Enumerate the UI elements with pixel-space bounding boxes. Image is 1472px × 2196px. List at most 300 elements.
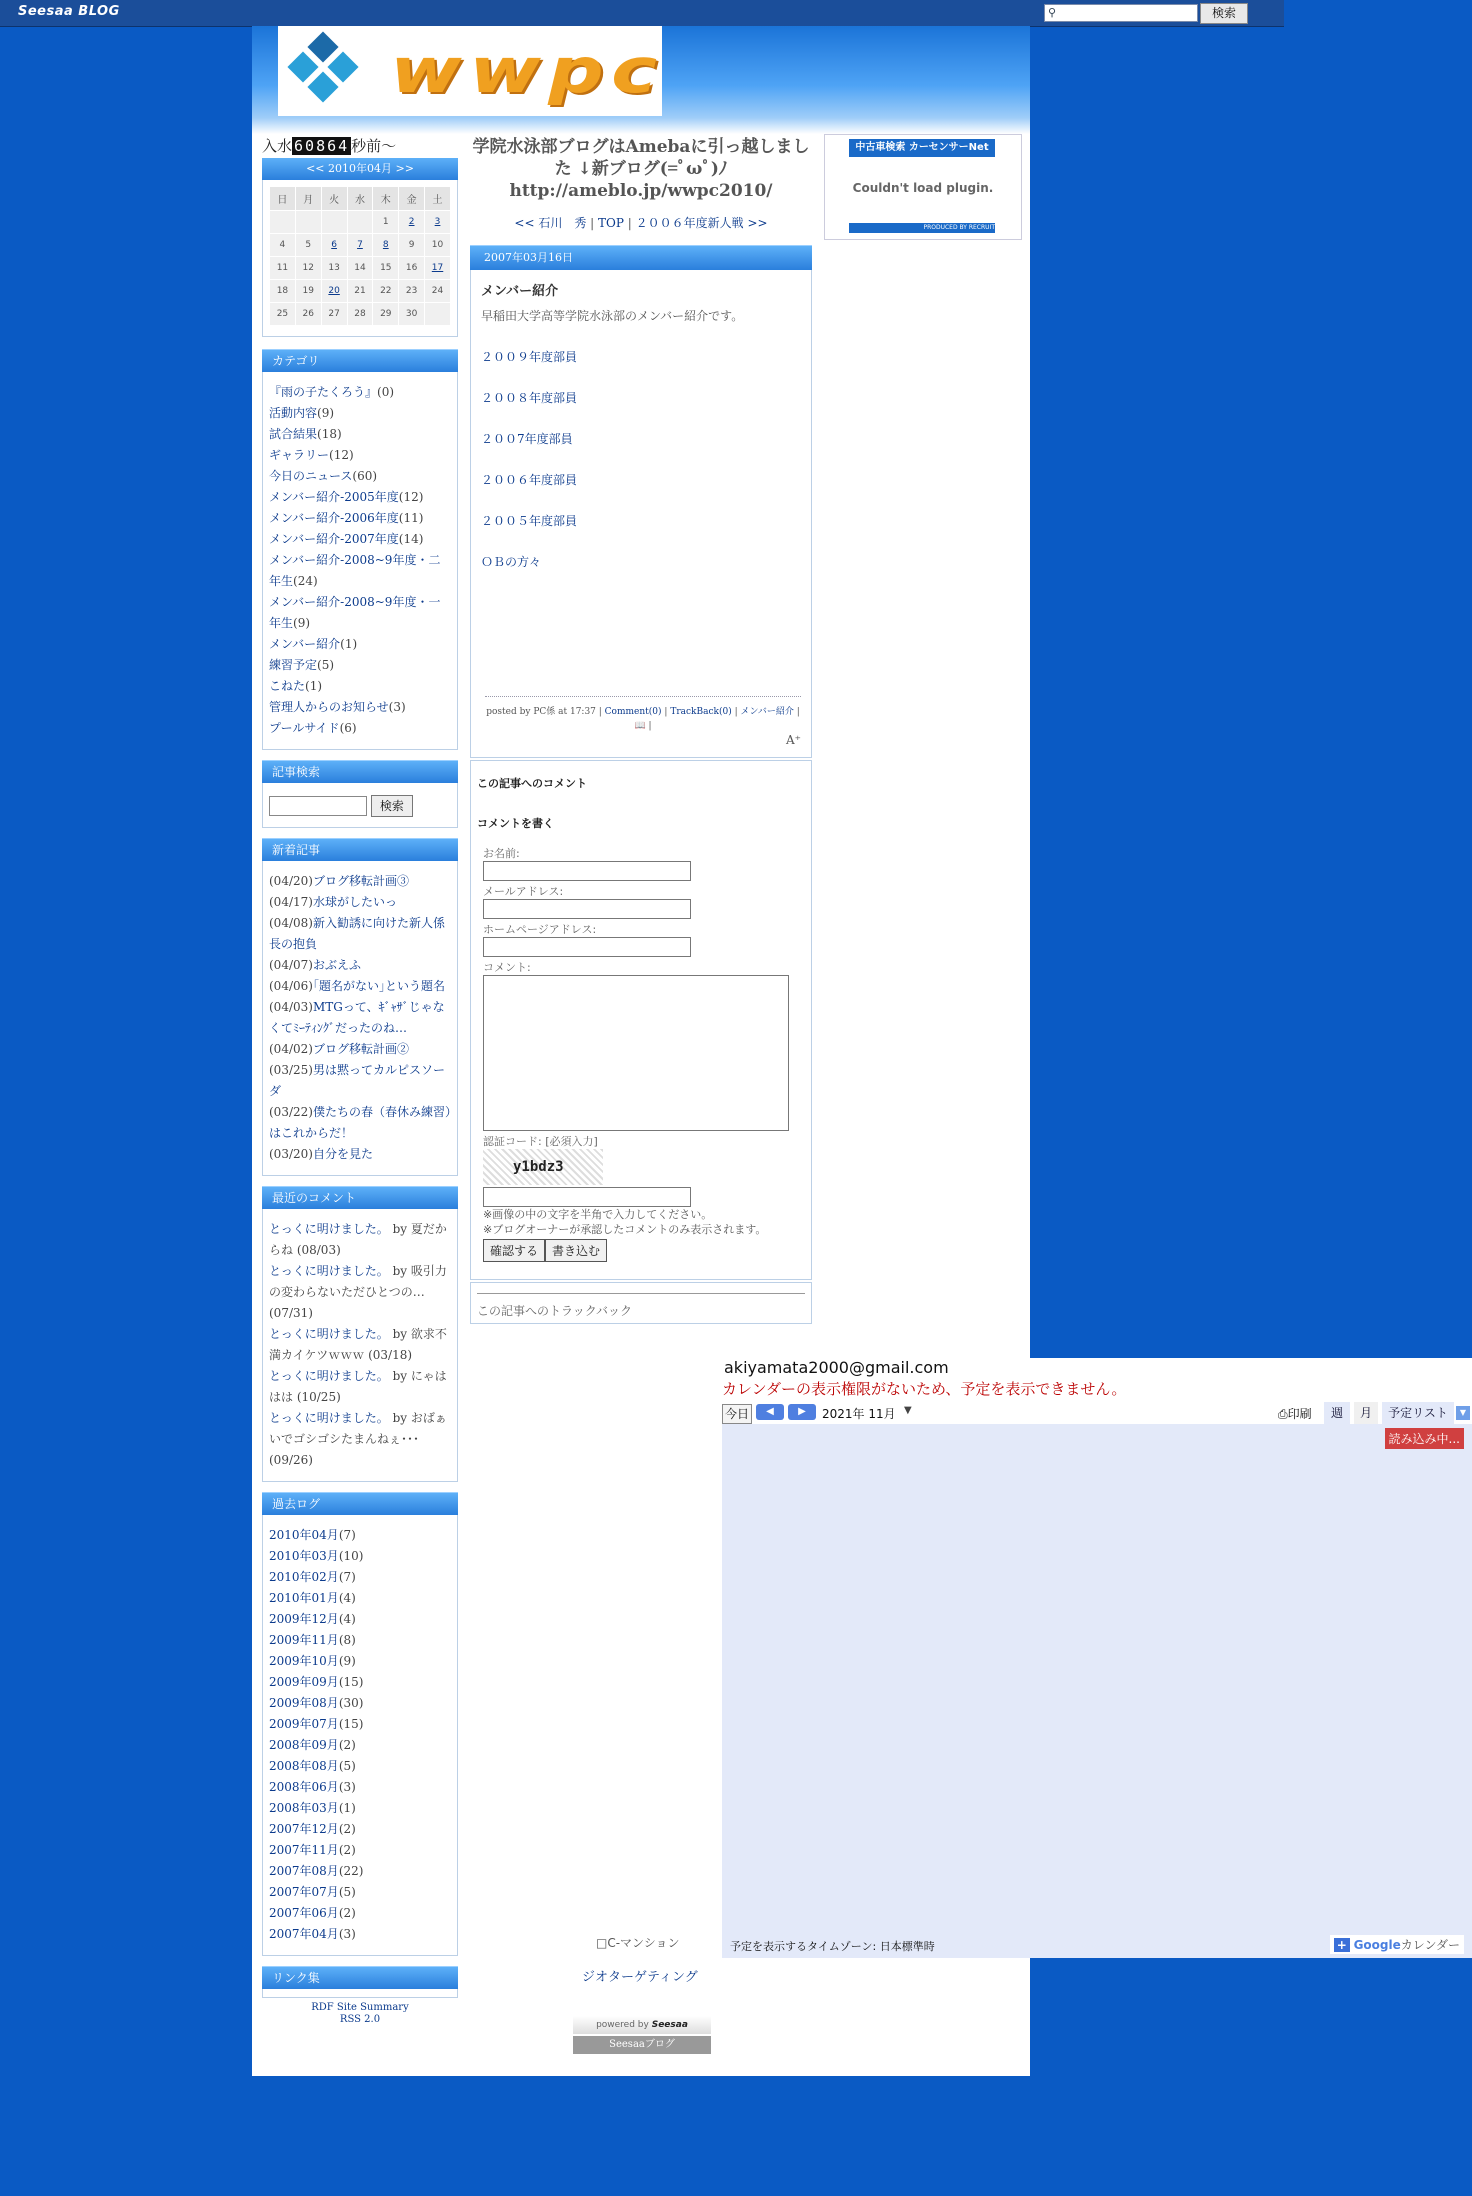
recent-article-link[interactable]: 自分を見た [312, 1147, 373, 1161]
calendar-day[interactable]: 3 [425, 211, 450, 233]
category-item [269, 529, 451, 550]
today-button[interactable]: 今日 [722, 1404, 752, 1424]
calendar-permission-error: カレンダーの表示権限がないため、予定を表示できません。 [722, 1380, 1127, 1398]
archive-item [269, 1735, 451, 1756]
calendar-day: 1 [373, 211, 398, 233]
calendar-day: 25 [270, 303, 295, 325]
archive-link[interactable]: 2008年03月 [269, 1801, 339, 1815]
recent-article-item [269, 1060, 451, 1102]
recent-article-link[interactable]: 男は黙ってカルピスソーダ [269, 1063, 445, 1098]
bookmark-icon[interactable]: 📖 [634, 721, 646, 731]
left-sidebar [262, 134, 458, 2026]
recent-comment-link[interactable]: とっくに明けました。 [269, 1411, 389, 1425]
global-search-button[interactable]: 検索 [1200, 3, 1248, 24]
recent-article-item [269, 1144, 451, 1165]
recent-comment-link[interactable]: とっくに明けました。 [269, 1369, 389, 1383]
archive-link[interactable]: 2008年09月 [269, 1738, 339, 1752]
calendar-day [348, 211, 373, 233]
loading-indicator: 読み込み中... [1385, 1428, 1464, 1449]
category-link[interactable]: メンバー紹介 [269, 637, 341, 651]
print-link[interactable] [1278, 1405, 1312, 1422]
links-list [262, 1989, 458, 1998]
category-count: (18) [317, 427, 342, 441]
comment-label: コメント: [483, 961, 531, 974]
calendar-weekday: 月 [296, 187, 321, 210]
calendar-day: 15 [373, 257, 398, 279]
seesaa-brand: Seesaa [651, 2020, 688, 2030]
recent-article-date: (04/08) [269, 916, 313, 930]
article-search-box [262, 783, 458, 828]
geotargeting-link[interactable]: ジオターゲティング [582, 1970, 698, 1985]
recent-article-link[interactable]: ブログ移転計画② [312, 1042, 409, 1056]
category-item [269, 508, 451, 529]
calendar-day: 16 [399, 257, 424, 279]
member-year-link[interactable]: ２００６年度部員 [481, 473, 578, 487]
category-item [269, 550, 451, 592]
counter-prefix: 入水 [262, 137, 293, 155]
google-calendar-widget [722, 1358, 1472, 1958]
logo-diamond-icon [307, 31, 338, 62]
google-calendar-logo[interactable] [1330, 1935, 1464, 1954]
comment-link[interactable]: Comment(0) [604, 707, 662, 717]
top-link[interactable]: TOP [598, 216, 624, 230]
calendar-day [425, 303, 450, 325]
category-count: (5) [317, 658, 335, 672]
category-count: (11) [398, 511, 424, 525]
recent-article-date: (03/22) [269, 1105, 313, 1119]
confirm-button[interactable]: 確認する [483, 1239, 545, 1262]
week-tab[interactable]: 週 [1324, 1402, 1350, 1424]
calendar-day: 10 [425, 234, 450, 256]
category-link[interactable]: メンバー紹介-2005年度 [269, 490, 399, 504]
archive-count: (3) [338, 1780, 356, 1794]
archive-item [269, 1693, 451, 1714]
calendar-day[interactable]: 8 [373, 234, 398, 256]
recent-articles-list [262, 861, 458, 1176]
category-link[interactable]: 管理人からのお知らせ [269, 700, 389, 714]
month-dropdown-icon[interactable]: ▼ [904, 1405, 912, 1416]
blog-header [252, 26, 1030, 134]
calendar-day [296, 211, 321, 233]
calendar-day: 27 [322, 303, 347, 325]
recent-comment-link[interactable]: とっくに明けました。 [269, 1264, 389, 1278]
calendar-day: 4 [270, 234, 295, 256]
calendar-day[interactable]: 2 [399, 211, 424, 233]
recent-comment-author: by 吸引力の変わらないただひとつの… (07/31) [269, 1264, 447, 1320]
calendar-grid [722, 1424, 1472, 1958]
category-count: (3) [388, 700, 406, 714]
recent-article-link[interactable]: 僕たちの春（春休み練習）はこれからだ！ [269, 1105, 451, 1140]
google-word: Google [1353, 1938, 1401, 1952]
cmansion-label: C-マンション [607, 1936, 680, 1950]
calendar-day[interactable]: 6 [322, 234, 347, 256]
calendar-day: 11 [270, 257, 295, 279]
print-label: 印刷 [1287, 1407, 1312, 1421]
category-item [269, 697, 451, 718]
plugin-box [824, 134, 1022, 240]
category-count: (60) [352, 469, 378, 483]
archive-item [269, 1924, 451, 1945]
recent-comments-header: 最近のコメント [262, 1186, 458, 1209]
recent-comment-author: by おばぁいでゴシゴシたまんねぇ･･･ (09/26) [269, 1411, 447, 1467]
homepage-field[interactable] [483, 937, 691, 957]
month-tab[interactable]: 月 [1354, 1402, 1378, 1424]
archives-list [262, 1515, 458, 1956]
category-count: (0) [377, 385, 395, 399]
blog-logo[interactable] [278, 26, 665, 116]
archive-count: (15) [338, 1675, 364, 1689]
recent-article-link[interactable]: MTGって、ｷﾞｬｻﾞじゃなくてﾐｰﾃｨﾝｸﾞだったのね… [269, 1000, 445, 1035]
categories-list [262, 372, 458, 750]
category-count: (6) [339, 721, 357, 735]
calendar-day[interactable]: 7 [348, 234, 373, 256]
archive-item [269, 1882, 451, 1903]
member-year-link[interactable]: ２００８年度部員 [481, 391, 578, 405]
calendar-day: 28 [348, 303, 373, 325]
archive-link[interactable]: 2007年11月 [269, 1843, 339, 1857]
category-item [269, 382, 451, 403]
search-icon: ⚲ [1048, 6, 1057, 19]
archive-link[interactable]: 2007年08月 [269, 1864, 339, 1878]
calendar-toolbar [722, 1402, 1472, 1424]
category-item [269, 487, 451, 508]
recent-article-item [269, 1102, 451, 1144]
archive-count: (1) [338, 1801, 356, 1815]
archive-item [269, 1588, 451, 1609]
archive-link[interactable]: 2010年02月 [269, 1570, 339, 1584]
category-link[interactable]: 練習予定 [269, 658, 318, 672]
calendar-month: 2010年04月 [328, 162, 392, 175]
captcha-note: ※画像の中の文字を半角で入力してください。 [483, 1208, 713, 1221]
category-link[interactable]: メンバー紹介-2006年度 [269, 511, 399, 525]
calendar-weekday: 水 [348, 187, 373, 210]
agenda-tab[interactable]: 予定リスト [1382, 1402, 1454, 1424]
logo-diamond-icon [327, 51, 358, 82]
plugin-error: Couldn't load plugin. [852, 181, 994, 195]
category-count: (1) [305, 679, 323, 693]
logo-diamond-icon [287, 51, 318, 82]
archive-link[interactable]: 2010年01月 [269, 1591, 339, 1605]
recent-comment-author: by 夏だからね (08/03) [269, 1222, 447, 1257]
recent-article-item [269, 892, 451, 913]
calendar-day [270, 211, 295, 233]
recent-article-link[interactable]: 水球がしたいっ [312, 895, 397, 909]
recent-comment-author: by 欲求不満カイケツｗｗｗ (03/18) [269, 1327, 447, 1362]
entry-navigation: << 石川 秀 | TOP | ２００６年度新人戦 >> [514, 216, 768, 230]
name-label: お名前: [483, 847, 520, 860]
recent-article-link[interactable]: ブログ移転計画③ [312, 874, 409, 888]
recent-article-link[interactable]: ｢題名がない｣という題名 [312, 979, 445, 993]
calendar-prev-link[interactable]: << [306, 162, 325, 175]
archive-item [269, 1861, 451, 1882]
category-link[interactable]: メンバー紹介-2007年度 [269, 532, 399, 546]
timezone-label: 予定を表示するタイムゾーン: 日本標準時 [730, 1940, 935, 1953]
entry-footer: posted by PC係 at 17:37 | Comment(0) | TrackBack(0) | メンバー紹介 | 📖 | A⁺ [485, 696, 801, 747]
archive-item [269, 1672, 451, 1693]
approval-note: ※ブログオーナーが承認したコメントのみ表示されます。 [483, 1223, 767, 1236]
archive-link[interactable]: 2008年06月 [269, 1780, 339, 1794]
recent-article-item [269, 997, 451, 1039]
recruit-banner[interactable]: PRODUCED BY RECRUIT [849, 223, 995, 233]
category-link[interactable]: メンバー紹介-2008~9年度・二年生 [269, 553, 441, 588]
posted-by: posted by PC係 at 17:37 [486, 707, 596, 717]
category-link[interactable]: 『雨の子たくろう』 [269, 385, 378, 399]
captcha-code: y1bdz3 [513, 1159, 564, 1175]
archive-count: (4) [338, 1591, 356, 1605]
archive-count: (7) [338, 1570, 356, 1584]
archive-item [269, 1798, 451, 1819]
recent-articles-header: 新着記事 [262, 838, 458, 861]
archive-item [269, 1567, 451, 1588]
archive-item [269, 1651, 451, 1672]
logo-text: wwpc [390, 34, 665, 107]
recent-comment-link[interactable]: とっくに明けました。 [269, 1327, 389, 1341]
powered-by-text: powered by [596, 2020, 649, 2030]
archive-count: (5) [338, 1759, 356, 1773]
comment-form [470, 760, 812, 1280]
recent-article-date: (04/02) [269, 1042, 313, 1056]
calendar-day: 18 [270, 280, 295, 302]
calendar-day: 26 [296, 303, 321, 325]
article-search-button[interactable]: 検索 [371, 795, 413, 817]
archive-link[interactable]: 2010年03月 [269, 1549, 339, 1563]
archive-item [269, 1546, 451, 1567]
category-link[interactable]: こねた [269, 679, 306, 693]
entry-intro: 早稲田大学高等学院水泳部のメンバー紹介です。 [481, 309, 744, 323]
global-search-input[interactable] [1044, 4, 1198, 22]
calendar-day: 14 [348, 257, 373, 279]
captcha-field[interactable] [483, 1187, 691, 1207]
article-search-header: 記事検索 [262, 760, 458, 783]
email-label: メールアドレス: [483, 885, 564, 898]
next-entry-link[interactable]: ２００６年度新人戦 >> [635, 216, 768, 230]
archive-count: (15) [338, 1717, 364, 1731]
category-item [269, 718, 451, 739]
category-link[interactable]: 活動内容 [269, 406, 318, 420]
recent-comment-item [269, 1408, 451, 1471]
next-month-button[interactable]: ▶ [788, 1404, 816, 1420]
main-column [470, 134, 812, 1324]
name-field[interactable] [483, 861, 691, 881]
calendar-weekday: 土 [425, 187, 450, 210]
category-count: (9) [317, 406, 335, 420]
archive-item [269, 1525, 451, 1546]
carsensor-banner[interactable]: 中古車検索 カーセンサーNet [849, 139, 995, 157]
category-count: (12) [398, 490, 424, 504]
archive-link[interactable]: 2009年08月 [269, 1696, 339, 1710]
archive-count: (9) [338, 1654, 356, 1668]
recent-comment-item [269, 1219, 451, 1261]
page-wrapper [252, 26, 1467, 2076]
category-link[interactable]: プールサイド [269, 721, 340, 735]
member-year-link[interactable]: ２００９年度部員 [481, 350, 578, 364]
category-item [269, 403, 451, 424]
trackback-box [470, 1282, 812, 1324]
archive-link[interactable]: 2010年04月 [269, 1528, 339, 1542]
recent-article-date: (04/07) [269, 958, 313, 972]
calendar-owner-email: akiyamata2000@gmail.com [724, 1358, 949, 1377]
recent-comment-item [269, 1366, 451, 1408]
logo-diamond-icon [307, 71, 338, 102]
category-link[interactable]: ギャラリー [269, 448, 330, 462]
trackback-link[interactable]: TrackBack(0) [670, 707, 732, 717]
write-comment-heading: コメントを書く [477, 817, 554, 830]
category-link[interactable]: 今日のニュース [269, 469, 353, 483]
archive-link[interactable]: 2008年08月 [269, 1759, 339, 1773]
categories-header: カテゴリ [262, 349, 458, 372]
recent-article-link[interactable]: 新入勧誘に向けた新人係長の抱負 [269, 916, 445, 951]
archive-item [269, 1840, 451, 1861]
plus-icon: + [1334, 1938, 1350, 1952]
category-item [269, 445, 451, 466]
top-bar [0, 0, 1284, 27]
entry-body [470, 270, 812, 758]
email-field[interactable] [483, 899, 691, 919]
recent-article-item [269, 976, 451, 997]
trackback-label: この記事へのトラックバック [477, 1293, 805, 1319]
category-item [269, 466, 451, 487]
calendar-weekday: 木 [373, 187, 398, 210]
access-counter [262, 134, 458, 158]
category-item [269, 634, 451, 655]
captcha-image [483, 1149, 603, 1185]
calendar-day[interactable]: 17 [425, 257, 450, 279]
comment-textarea[interactable] [483, 975, 789, 1131]
calendar-word: カレンダー [1400, 1938, 1460, 1952]
archive-item [269, 1777, 451, 1798]
category-link[interactable]: 試合結果 [269, 427, 318, 441]
recent-article-link[interactable]: おぶえふ [312, 958, 361, 972]
category-item [269, 655, 451, 676]
archive-item [269, 1756, 451, 1777]
archive-link[interactable]: 2007年06月 [269, 1906, 339, 1920]
calendar-weekday: 日 [270, 187, 295, 210]
rdf-link[interactable]: RDF Site Summary [311, 2002, 409, 2013]
category-count: (1) [340, 637, 358, 651]
recent-article-date: (04/06) [269, 979, 313, 993]
calendar-day [322, 211, 347, 233]
counter-digits: 60864 [294, 137, 350, 155]
recent-comment-item [269, 1324, 451, 1366]
archive-item [269, 1609, 451, 1630]
calendar-day: 23 [399, 280, 424, 302]
archive-count: (22) [338, 1864, 364, 1878]
calendar [262, 180, 458, 337]
category-item [269, 424, 451, 445]
category-link[interactable]: メンバー紹介-2008~9年度・一年生 [269, 595, 441, 630]
archive-count: (3) [338, 1927, 356, 1941]
rss-link[interactable]: RSS 2.0 [339, 2014, 381, 2025]
recent-article-date: (04/17) [269, 895, 313, 909]
article-search-input[interactable] [269, 796, 367, 816]
member-year-link[interactable]: ２００５年度部員 [481, 514, 578, 528]
entry-title: メンバー紹介 [481, 284, 559, 299]
calendar-day: 29 [373, 303, 398, 325]
archive-count: (2) [338, 1738, 356, 1752]
blog-title[interactable]: 学院水泳部ブログはAmebaに引っ越しました ↓新ブログ(=ﾟωﾟ)ﾉ http://ameblo.jp/wwpc2010/ [472, 137, 810, 201]
calendar-day: 24 [425, 280, 450, 302]
member-year-link[interactable]: ＯＢの方々 [481, 555, 542, 569]
recent-comment-link[interactable]: とっくに明けました。 [269, 1222, 389, 1236]
archive-count: (8) [338, 1633, 356, 1647]
member-year-link[interactable]: ２００7年度部員 [481, 432, 573, 446]
category-item [269, 676, 451, 697]
archive-link[interactable]: 2009年07月 [269, 1717, 339, 1731]
cmansion-image-alt[interactable]: □C-マンション [596, 1936, 680, 1950]
recent-article-date: (03/25) [269, 1063, 313, 1077]
font-size-icon[interactable]: A⁺ [786, 733, 801, 747]
archive-item [269, 1714, 451, 1735]
print-icon: ⎙ [1278, 1407, 1288, 1421]
submit-button[interactable]: 書き込む [545, 1239, 607, 1262]
calendar-day: 21 [348, 280, 373, 302]
recent-article-date: (03/20) [269, 1147, 313, 1161]
archive-link[interactable]: 2007年04月 [269, 1927, 339, 1941]
calendar-day: 5 [296, 234, 321, 256]
captcha-label: 認証コード: [必須入力] [483, 1135, 598, 1148]
recent-article-date: (04/20) [269, 874, 313, 888]
archive-item [269, 1903, 451, 1924]
calendar-header [262, 158, 458, 180]
calendar-weekday: 金 [399, 187, 424, 210]
category-count: (9) [293, 616, 311, 630]
archive-count: (10) [338, 1549, 364, 1563]
homepage-label: ホームページアドレス: [483, 923, 597, 936]
comments-heading: この記事へのコメント [477, 777, 587, 790]
calendar-table [269, 186, 451, 326]
archive-link[interactable]: 2009年11月 [269, 1633, 339, 1647]
calendar-next-link[interactable]: >> [395, 162, 414, 175]
recent-comments-list [262, 1209, 458, 1482]
archive-count: (4) [338, 1612, 356, 1626]
calendar-weekday: 火 [322, 187, 347, 210]
calendar-day: 13 [322, 257, 347, 279]
archive-link[interactable]: 2009年12月 [269, 1612, 339, 1626]
category-count: (14) [398, 532, 424, 546]
archive-count: (5) [338, 1885, 356, 1899]
recent-article-date: (04/03) [269, 1000, 313, 1014]
archive-count: (2) [338, 1843, 356, 1857]
archive-link[interactable]: 2009年10月 [269, 1654, 339, 1668]
archive-count: (2) [338, 1822, 356, 1836]
category-link[interactable]: メンバー紹介 [740, 707, 794, 717]
archive-link[interactable]: 2007年12月 [269, 1822, 339, 1836]
calendar-day[interactable]: 20 [322, 280, 347, 302]
recent-article-item [269, 955, 451, 976]
calendar-day: 9 [399, 234, 424, 256]
archive-link[interactable]: 2007年07月 [269, 1885, 339, 1899]
category-count: (24) [293, 574, 318, 588]
recent-article-item [269, 1039, 451, 1060]
archives-header: 過去ログ [262, 1492, 458, 1515]
recent-comment-item [269, 1261, 451, 1324]
category-count: (12) [329, 448, 354, 462]
recent-comment-author: by にゃははは (10/25) [269, 1369, 447, 1404]
archive-count: (2) [338, 1906, 356, 1920]
recent-article-item [269, 913, 451, 955]
calendar-day: 12 [296, 257, 321, 279]
links-header: リンク集 [262, 1966, 458, 1989]
view-dropdown-icon[interactable]: ▼ [1456, 1406, 1470, 1420]
seesaa-blog-button[interactable]: Seesaaブログ [573, 2036, 711, 2054]
powered-by-seesaa[interactable] [573, 2016, 711, 2056]
entry-date: 2007年03月16日 [470, 245, 812, 270]
archive-link[interactable]: 2009年09月 [269, 1675, 339, 1689]
prev-entry-link[interactable]: << 石川 秀 [514, 216, 587, 230]
seesaa-blog-logo[interactable]: Seesaa BLOG [18, 4, 120, 19]
recent-article-item [269, 871, 451, 892]
prev-month-button[interactable]: ◀ [756, 1404, 784, 1420]
